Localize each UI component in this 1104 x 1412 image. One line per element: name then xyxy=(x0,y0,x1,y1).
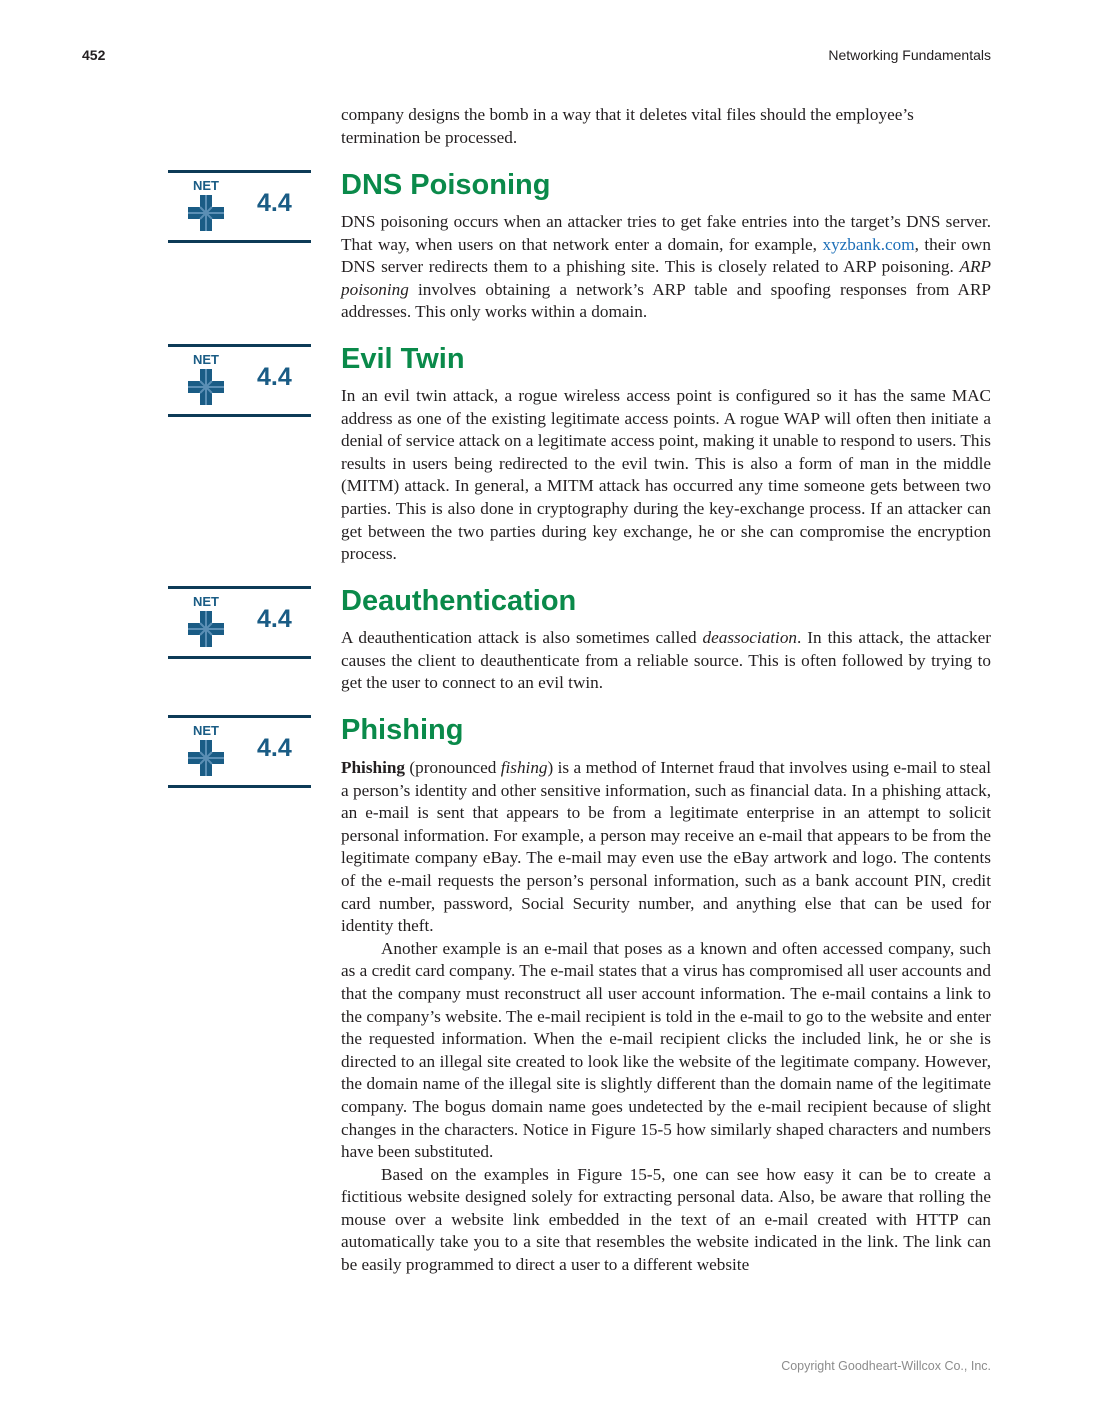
copyright-footer: Copyright Goodheart-Willcox Co., Inc. xyxy=(781,1359,991,1373)
badge-net-label: NET xyxy=(193,594,219,609)
net-objective-badge xyxy=(168,170,311,243)
dns-text-em: ARP poisoning xyxy=(341,257,991,299)
badge-objective-number: 4.4 xyxy=(257,734,292,762)
dns-text-b: , their own DNS server redirects them to a phishing site. This is closely related to ARP poisoning. xyxy=(341,234,991,277)
section-title-evil-twin: Evil Twin xyxy=(341,343,465,375)
dns-text-a: DNS poisoning occurs when an attacker tries to get fake entries into the target’s DNS server. That way, when users on that network enter a domain, for example, xyxy=(341,212,991,254)
badge-objective-number: 4.4 xyxy=(257,189,292,217)
deauthentication-body xyxy=(341,627,991,695)
phishing-term: Phishing xyxy=(341,758,406,777)
phishing-body xyxy=(341,757,991,1277)
net-objective-badge xyxy=(168,715,311,788)
badge-objective-number: 4.4 xyxy=(257,605,292,633)
badge-net-label: NET xyxy=(193,178,219,193)
phishing-text-em: fishing xyxy=(500,758,548,777)
section-title-phishing: Phishing xyxy=(341,714,464,746)
phishing-paragraph-2: Another example is an e-mail that poses as a known and often accessed company, such as a credit card company. The e-mail states that a virus has compromised all user accounts and that the company must reconstruct all user account information. The e-mail contains a link to the company’s website. The e-mail recipient is told in the e-mail to go to the website and enter the requested information. When the e-mail recipient clicks the included link, he or she is directed to an illegal site created to look like the website of the legitimate company. However, the domain name of the illegal site is slightly different than the domain name of the legitimate company. The bogus domain name goes undetected by the e-mail recipient because of slight changes in the characters. Notice in Figure 15-5 how similarly shaped characters and numbers have been substituted. xyxy=(341,938,991,1162)
evil-twin-paragraph: In an evil twin attack, a rogue wireless access point is configured so it has the same MAC address as one of the existing legitimate access points. A rogue WAP will often then initiate a denial of service attack on a legitimate access point, making it unable to respond to users. This results in users being redirected to the evil twin. This is also a form of man in the middle (MITM) attack. In general, a MITM attack has occurred any time someone gets between two parties. This is also done in cryptography during the key-exchange process. If an attacker can get between the two parties during key exchange, he or she can compromise the encryption process. xyxy=(341,386,991,564)
page-header xyxy=(82,47,991,67)
net-objective-badge xyxy=(168,586,311,659)
evil-twin-body xyxy=(341,385,991,566)
plus-cross-icon xyxy=(188,740,224,776)
deauth-text-b: . In this attack, the attacker causes the client to deauthenticate from a reliable source. This is often followed by trying to get the user to connect to an evil twin. xyxy=(341,628,991,693)
intro-paragraph xyxy=(341,104,991,149)
net-objective-badge xyxy=(168,344,311,417)
phishing-text-b: ) is a method of Internet fraud that involves using e-mail to steal a person’s identity and other sensitive information, such as financial data. In a phishing attack, an e-mail is sent that appears to be from a legitimate enterprise in an attempt to solicit personal information. For example, a person may receive an e-mail that appears to be from the legitimate company eBay. The e-mail may even use the eBay artwork and logo. The contents of the e-mail requests the person’s personal information, such as a bank account PIN, credit card number, password, Social Security number, and anything else that can be used for identity theft. xyxy=(341,758,991,936)
badge-objective-number: 4.4 xyxy=(257,363,292,391)
badge-net-label: NET xyxy=(193,723,219,738)
section-title-deauthentication: Deauthentication xyxy=(341,585,577,617)
plus-cross-icon xyxy=(188,195,224,231)
plus-cross-icon xyxy=(188,611,224,647)
phishing-paragraph-3: Based on the examples in Figure 15-5, one can see how easy it can be to create a fictitious website designed solely for extracting personal data. Also, be aware that rolling the mouse over a website link embedded in the text of an e-mail created with HTTP can automatically take you to a site that resembles the website indicated in the link. The link can be easily programmed to direct a user to a different website xyxy=(341,1164,991,1275)
intro-line-1: company designs the bomb in a way that it deletes vital files should the employee’s xyxy=(341,105,914,124)
running-head: Networking Fundamentals xyxy=(828,47,991,63)
dns-poisoning-body xyxy=(341,211,991,324)
deauth-text-a: A deauthentication attack is also sometimes called xyxy=(341,628,703,647)
phishing-text-a: (pronounced xyxy=(405,758,501,777)
plus-cross-icon xyxy=(188,369,224,405)
xyzbank-link[interactable]: xyzbank.com xyxy=(822,234,915,254)
intro-line-2: termination be processed. xyxy=(341,127,518,147)
page-number: 452 xyxy=(82,47,106,63)
badge-net-label: NET xyxy=(193,352,219,367)
section-title-dns-poisoning: DNS Poisoning xyxy=(341,169,551,201)
dns-text-c: involves obtaining a network’s ARP table and spoofing responses from ARP addresses. This only works within a domain. xyxy=(341,279,991,322)
deauth-text-em: deassociation xyxy=(702,628,798,647)
